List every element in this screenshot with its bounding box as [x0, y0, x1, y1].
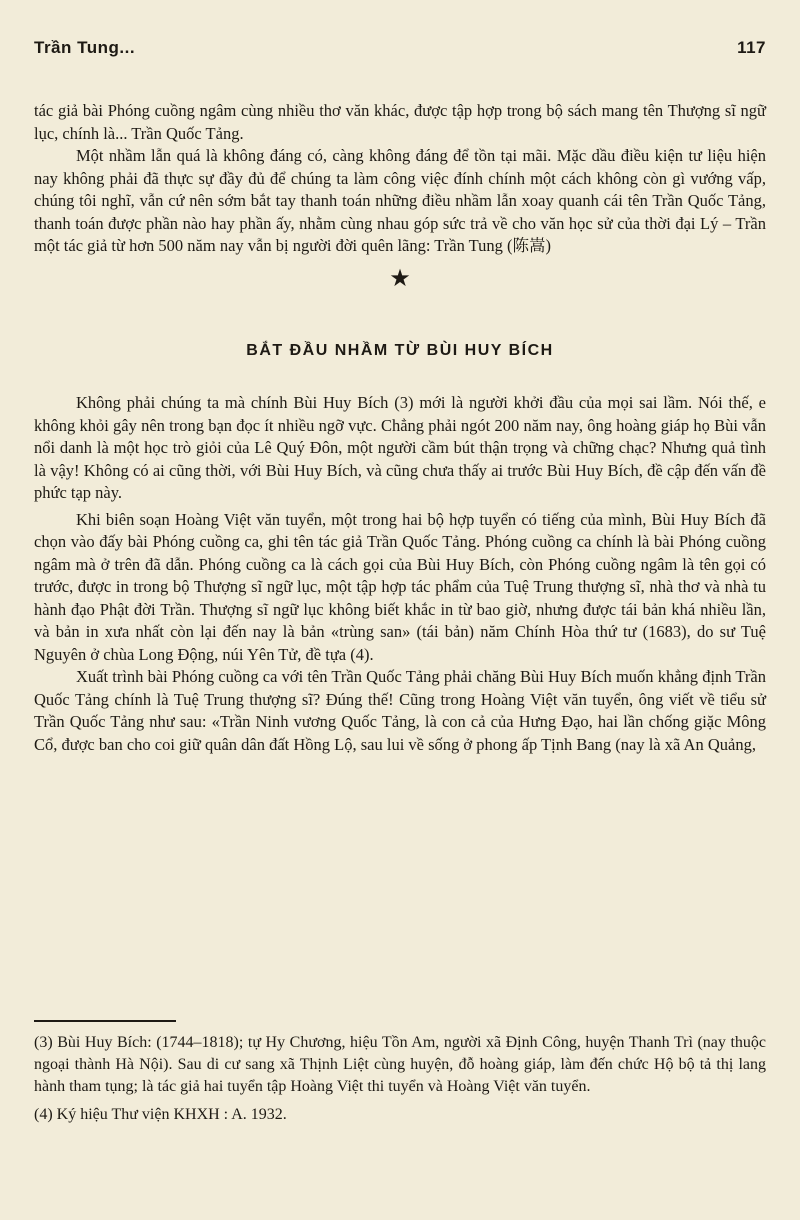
section-paragraph-3: Xuất trình bài Phóng cuồng ca với tên Trần Quốc Tảng phải chăng Bùi Huy Bích muốn khẳng định Trần Quốc Tảng chính là Tuệ Trung thượng sĩ? Đúng thế! Cũng trong Hoàng Việt văn tuyển, ông viết về tiểu sử Trần Quốc Tảng như sau: «Trần Ninh vương Quốc Tảng, là con cả của Hưng Đạo, hai lần chống giặc Mông Cổ, được ban cho coi giữ quân dân đất Hồng Lộ, sau lui về sống ở phong ấp Tịnh Bang (nay là xã An Quảng,	[34, 667, 766, 754]
section-paragraph-1: Không phải chúng ta mà chính Bùi Huy Bích (3) mới là người khởi đầu của mọi sai lầm. Nói thế, e không khỏi gây nên trong bạn đọc ít nhiều ngỡ vực. Chẳng phải ngót 200 năm nay, ông hoàng giáp họ Bùi vẫn nổi danh là một học trò giỏi của Lê Quý Đôn, một người cầm bút thận trọng và chững chạc? Nhưng quả tình là vậy! Không có ai cũng thời, với Bùi Huy Bích, và cũng chưa thấy ai trước Bùi Huy Bích, đề cập đến vấn đề phức tạp này.	[34, 393, 766, 502]
page-body	[34, 100, 766, 756]
section-title: BẮT ĐẦU NHẦM TỪ BÙI HUY BÍCH	[246, 341, 554, 359]
footnote-3: (3) Bùi Huy Bích: (1744–1818); tự Hy Chương, hiệu Tồn Am, người xã Định Công, huyện Thanh Trì (nay thuộc ngoại thành Hà Nội). Sau di cư sang xã Thịnh Liệt cùng huyện, đỗ hoàng giáp, làm đến chức Hộ bộ tả thị lang hành tham tụng; là tác giả hai tuyển tập Hoàng Việt thi tuyển và Hoàng Việt văn tuyển.	[34, 1033, 766, 1095]
star-separator-icon: ★	[389, 265, 411, 292]
running-header	[34, 38, 766, 58]
section-paragraph-2: Khi biên soạn Hoàng Việt văn tuyển, một trong hai bộ hợp tuyển có tiếng của mình, Bùi Huy Bích đã chọn vào đấy bài Phóng cuồng ca, ghi tên tác giả Trần Quốc Tảng. Phóng cuồng ca chính là bài Phóng cuồng ngâm mà ở trên đã dẫn. Phóng cuồng ca là cách gọi của Bùi Huy Bích, còn Phóng cuồng ngâm là tên gọi có trước, được in trong bộ Thượng sĩ ngữ lục, một tập hợp tác phẩm của Tuệ Trung thượng sĩ, nhà thơ và nhà tu hành đạo Phật đời Trần. Thượng sĩ ngữ lục không biết khắc in từ bao giờ, nhưng được tái bản khá nhiều lần, và bản in xưa nhất còn lại đến nay là bản «trùng san» (tái bản) năm Chính Hòa thứ tư (1683), do sư Tuệ Nguyên ở chùa Long Động, núi Yên Tử, đề tựa (4).	[34, 509, 766, 664]
intro-paragraph-1: tác giả bài Phóng cuồng ngâm cùng nhiều thơ văn khác, được tập hợp trong bộ sách mang tên Thượng sĩ ngữ lục, chính là... Trần Quốc Tảng.	[34, 101, 766, 143]
running-title: Trần Tung...	[34, 38, 136, 57]
footnote-rule	[34, 1020, 176, 1022]
footnote-4: (4) Ký hiệu Thư viện KHXH : A. 1932.	[34, 1105, 287, 1123]
intro-paragraph-2: Một nhầm lẫn quá là không đáng có, càng không đáng để tồn tại mãi. Mặc dầu điều kiện tư liệu hiện nay không phải đã thực sự đầy đủ để chúng ta làm công việc đính chính một cách không còn gì vướng vấp, chúng tôi nghĩ, vẫn cứ nên sớm bắt tay thanh toán những điều nhầm lẫn xoay quanh cái tên Trần Quốc Tảng, thanh toán được phần nào hay phần ấy, nhằm cùng nhau góp sức trả về cho văn học sử của thời đại Lý – Trần một tác giả từ hơn 500 năm nay vẫn bị người đời quên lãng: Trần Tung (陈嵩)	[34, 146, 766, 255]
footnotes	[34, 1020, 766, 1126]
page-number: 117	[737, 38, 766, 57]
